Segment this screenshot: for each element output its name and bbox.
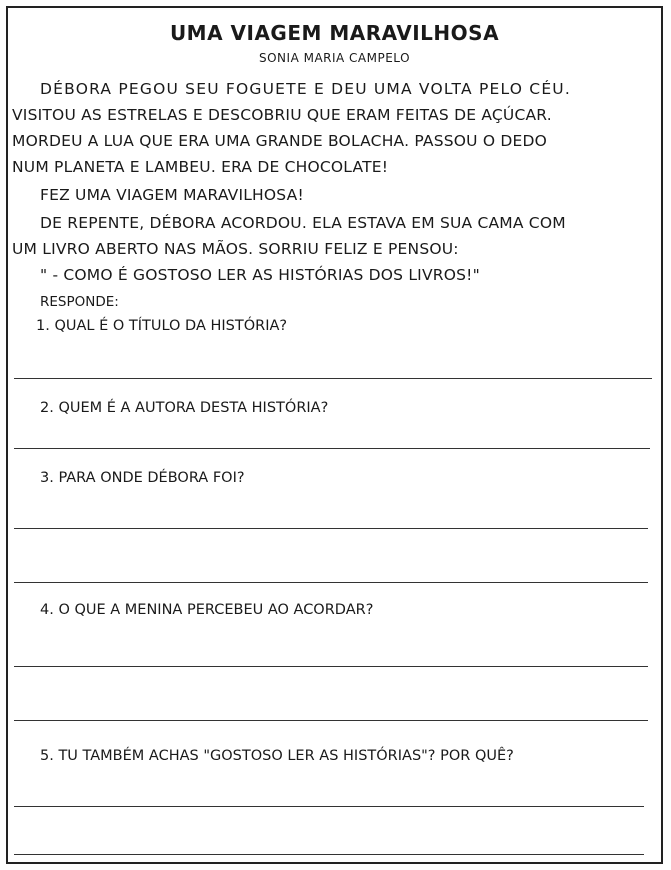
story-line: UM LIVRO ABERTO NAS MÃOS. SORRIU FELIZ E PENSOU: xyxy=(12,240,459,258)
story-line: VISITOU AS ESTRELAS E DESCOBRIU QUE ERAM FEITAS DE AÇÚCAR. xyxy=(12,106,552,124)
answer-line-4b[interactable] xyxy=(14,720,648,721)
answer-line-4a[interactable] xyxy=(14,666,648,667)
answer-line-5b[interactable] xyxy=(14,854,644,855)
story-line: MORDEU A LUA QUE ERA UMA GRANDE BOLACHA. PASSOU O DEDO xyxy=(12,132,548,150)
story-line: DÉBORA PEGOU SEU FOGUETE E DEU UMA VOLTA PELO CÉU. xyxy=(40,80,571,98)
answer-line-3b[interactable] xyxy=(14,582,648,583)
question-5: 5. TU TAMBÉM ACHAS "GOSTOSO LER AS HISTÓRIAS"? POR QUÊ? xyxy=(40,748,514,764)
story-line: DE REPENTE, DÉBORA ACORDOU. ELA ESTAVA EM SUA CAMA COM xyxy=(40,214,566,232)
answer-line-2[interactable] xyxy=(14,448,650,449)
answer-line-1[interactable] xyxy=(14,378,652,379)
question-3: 3. PARA ONDE DÉBORA FOI? xyxy=(40,470,245,486)
story-line: FEZ UMA VIAGEM MARAVILHOSA! xyxy=(40,186,304,204)
story-line: NUM PLANETA E LAMBEU. ERA DE CHOCOLATE! xyxy=(12,158,389,176)
worksheet xyxy=(6,6,663,864)
answer-line-5a[interactable] xyxy=(14,806,644,807)
respond-label: RESPONDE: xyxy=(40,294,119,310)
question-2: 2. QUEM É A AUTORA DESTA HISTÓRIA? xyxy=(40,400,329,416)
story-line: " - COMO É GOSTOSO LER AS HISTÓRIAS DOS LIVROS!" xyxy=(40,266,480,284)
answer-line-3a[interactable] xyxy=(14,528,648,529)
story-author: SONIA MARIA CAMPELO xyxy=(258,51,411,65)
question-4: 4. O QUE A MENINA PERCEBEU AO ACORDAR? xyxy=(40,602,374,618)
story-title: UMA VIAGEM MARAVILHOSA xyxy=(169,21,500,45)
question-1: 1. QUAL É O TÍTULO DA HISTÓRIA? xyxy=(36,318,288,334)
